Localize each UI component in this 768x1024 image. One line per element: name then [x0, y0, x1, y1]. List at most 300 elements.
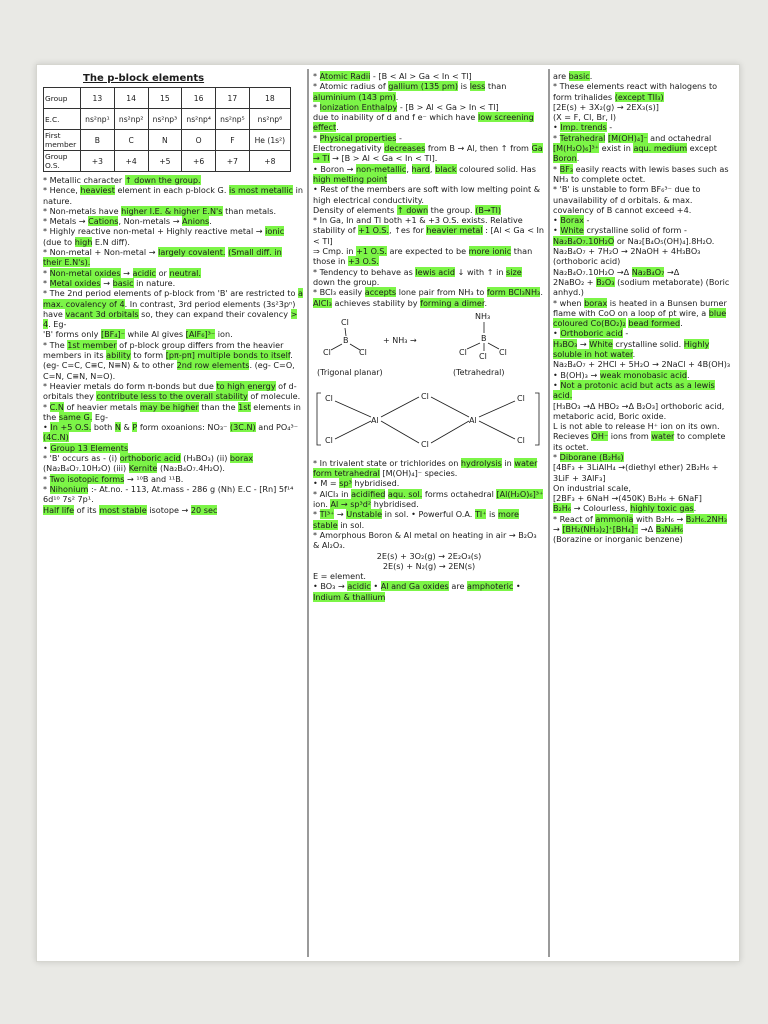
note-text: of its — [74, 504, 100, 515]
highlighted-text: [M(OH)₄]⁻ — [608, 132, 648, 143]
highlighted-text: aluminium (143 pm) — [313, 91, 396, 102]
svg-text:Cl: Cl — [421, 439, 429, 449]
highlighted-text: Two isotopic forms — [49, 473, 125, 484]
table-cell: ns²np² — [114, 109, 148, 130]
note-text: * — [43, 401, 50, 412]
note-text: * Hence, — [43, 185, 81, 196]
note-line — [553, 452, 733, 462]
note-text: 'B' forms only — [43, 329, 101, 340]
highlighted-text: In +5 O.S. — [50, 422, 92, 433]
note-text: crystalline solid. — [612, 338, 684, 349]
note-text: is heated in a Bunsen burner flame with CoO on a loop of pt wire, a — [553, 297, 727, 318]
highlighted-text: ionic — [265, 226, 285, 237]
highlighted-text: Tetrahedral — [559, 132, 606, 143]
note-line — [313, 102, 545, 112]
note-text: . — [395, 91, 399, 102]
highlighted-text: forming a dimer — [420, 297, 485, 308]
note-text: • — [553, 122, 561, 133]
note-text: than the — [198, 401, 239, 412]
note-text: in — [501, 457, 515, 468]
note-text: → — [334, 509, 347, 520]
note-text: • — [553, 379, 561, 390]
note-text: * In trivalent state or trichlorides on — [313, 457, 461, 468]
note-text: ion. — [215, 329, 233, 340]
note-text: → — [577, 338, 590, 349]
note-text: (orthoboric acid) — [553, 256, 621, 267]
note-text: than — [485, 81, 507, 92]
highlighted-text: +3 O.S. — [347, 256, 379, 267]
note-line — [43, 381, 303, 402]
highlighted-text: [BF₄]⁻ — [100, 329, 125, 340]
highlighted-text: gallium (135 pm) — [388, 81, 459, 92]
highlighted-text: +1 O.S. — [358, 225, 389, 236]
note-line — [553, 328, 733, 338]
highlighted-text: [BH₂(NH₃)₂]⁺[BH₄]⁻ — [562, 524, 639, 535]
note-text: of molecule. — [247, 391, 301, 402]
note-text: - — [622, 328, 629, 339]
note-text: * — [553, 451, 560, 462]
note-text: or Na₂[B₄O₅(OH)₄].8H₂O. — [614, 235, 715, 246]
note-text: . — [589, 71, 593, 81]
note-line — [553, 380, 733, 401]
note-line — [553, 524, 733, 534]
note-text: - [B > Al < Ga > In < Tl] — [397, 101, 499, 112]
note-line — [43, 453, 303, 474]
note-line — [553, 277, 733, 298]
note-text: or — [156, 267, 170, 278]
highlighted-text: (4C.N) — [43, 432, 69, 443]
equation-line: 2E(s) + 3O₂(g) → 2E₂O₃(s) — [376, 550, 482, 561]
highlighted-text: Indium & thallium — [313, 591, 386, 602]
highlighted-text: B₂H₆ — [553, 503, 572, 514]
note-text: (X = F, Cl, Br, I) — [553, 112, 617, 123]
table-cell: B — [81, 130, 115, 151]
note-line — [313, 215, 545, 246]
note-line — [553, 534, 733, 544]
note-line — [313, 571, 545, 581]
highlighted-text: black — [435, 163, 457, 174]
note-text: from B → Al, then ↑ from — [425, 143, 532, 154]
note-line — [553, 71, 733, 81]
table-header: Group O.S. — [44, 151, 81, 172]
note-line — [553, 122, 733, 132]
note-text: are — [553, 71, 569, 81]
highlighted-text: B₂H₆.2NH₃ — [685, 513, 728, 524]
note-line — [43, 402, 303, 423]
table-cell: 15 — [148, 88, 182, 109]
table-cell: +7 — [216, 151, 250, 172]
note-text: → — [553, 524, 563, 535]
note-text: achieves stability by — [331, 297, 421, 308]
highlighted-text: Orthoboric acid — [560, 328, 623, 339]
note-text: . — [336, 122, 339, 133]
note-line — [553, 370, 733, 380]
highlighted-text: BF₃ — [559, 163, 574, 174]
note-line — [43, 185, 303, 206]
notes-list — [313, 458, 545, 602]
highlighted-text: Anions — [182, 216, 210, 227]
table-cell: 13 — [81, 88, 115, 109]
column-divider-left — [307, 69, 309, 957]
highlighted-text: aqu. sol. — [387, 488, 423, 499]
atom-label: Cl — [479, 351, 487, 361]
note-text: hybridised. — [371, 499, 419, 510]
highlighted-text: borax — [229, 453, 254, 464]
note-text: ions from — [608, 431, 652, 442]
note-text: in sol. • Powerful O.A. — [382, 509, 475, 520]
note-text: are expected to be — [386, 246, 469, 257]
note-text: . — [540, 287, 543, 298]
note-line — [553, 514, 733, 524]
notes-list — [553, 71, 733, 545]
note-text: than those in — [313, 246, 533, 267]
note-text: elements in the — [43, 401, 301, 422]
note-text: . — [209, 216, 212, 227]
note-text: . Eg- — [48, 319, 67, 330]
table-header: Group — [44, 88, 81, 109]
note-text: On industrial scale, — [553, 482, 631, 493]
table-cell: 14 — [114, 88, 148, 109]
highlighted-text: 2nd row elements — [176, 360, 250, 371]
table-cell: 16 — [182, 88, 216, 109]
note-line — [313, 267, 545, 288]
note-text: , Non-metals → — [118, 216, 183, 227]
note-text: ↓ with ↑ in — [455, 266, 507, 277]
notes-sheet — [36, 64, 740, 962]
note-line — [43, 247, 303, 268]
note-text: while Al gives — [124, 329, 186, 340]
note-text: (sodium metaborate) (Boric anhyd.) — [553, 276, 730, 298]
highlighted-text: orthoboric acid — [119, 453, 181, 464]
highlighted-text: basic — [112, 277, 134, 288]
note-text: → — [120, 267, 133, 278]
note-line — [553, 215, 733, 225]
highlighted-text: > 4 — [43, 308, 298, 330]
note-text: (Borazine or inorganic benzene) — [553, 534, 683, 545]
note-text: [2BF₃ + 6NaH →(450K) B₂H₆ + 6NaF] — [553, 493, 702, 504]
highlighted-text: bead formed — [628, 318, 681, 329]
highlighted-text: Borax — [560, 215, 584, 226]
table-cell: O — [182, 130, 216, 151]
note-text: to complete its octet. — [553, 431, 726, 452]
note-line — [43, 443, 303, 453]
table-cell: ns²np¹ — [81, 109, 115, 130]
note-line — [553, 164, 733, 185]
note-line — [313, 246, 545, 267]
note-text: Eg- — [92, 411, 109, 422]
highlighted-text: Highly soluble in hot water — [553, 338, 710, 360]
highlighted-text: H₃BO₃ — [553, 338, 578, 349]
highlighted-text: highly toxic gas — [630, 503, 694, 514]
note-line — [553, 225, 733, 246]
highlighted-text: 1st — [238, 401, 251, 412]
note-text: and PO₄³⁻ — [255, 422, 299, 433]
note-text: * 'B' occurs as - (i) — [43, 453, 120, 464]
table-cell: +8 — [249, 151, 290, 172]
note-line — [313, 184, 545, 205]
note-text: → Colourless, — [571, 503, 631, 514]
note-line — [313, 71, 545, 81]
highlighted-text: water — [651, 431, 675, 442]
note-text: * Metallic character — [43, 175, 125, 185]
note-text: • M = — [313, 478, 340, 489]
reaction-structure-svg — [313, 311, 543, 383]
table-cell: +4 — [114, 151, 148, 172]
highlighted-text: ↑ down — [396, 204, 429, 215]
highlighted-text: AlCl₃ — [313, 297, 332, 308]
note-line — [553, 401, 733, 422]
note-text: to form — [130, 350, 166, 361]
note-text: - — [396, 132, 402, 143]
highlighted-text: C.N — [49, 401, 64, 412]
atom-label: NH₃ — [475, 311, 491, 321]
note-line — [43, 329, 303, 339]
note-text: * 'B' is unstable to form BF₆³⁻ due to unavailability of d orbitals. & max. covalency of B cannot exceed +4. — [553, 184, 701, 215]
note-line — [313, 458, 545, 479]
note-text: forms octahedral — [422, 488, 497, 499]
highlighted-text: Tl³⁺ — [319, 509, 335, 520]
note-text: * — [313, 509, 320, 520]
highlighted-text: ↑ down the group. — [124, 175, 201, 185]
highlighted-text: blue — [708, 307, 727, 318]
note-line — [553, 339, 733, 360]
note-text: * The 2nd period elements of p-block from 'B' are restricted to — [43, 288, 298, 299]
note-text: hybridised. — [351, 478, 400, 489]
note-text: * BCl₃ easily — [313, 287, 365, 298]
highlighted-text: Al → sp³d² — [330, 499, 372, 510]
highlighted-text: a max. covalency of 4 — [43, 288, 303, 309]
note-line — [553, 256, 733, 266]
atom-label: B — [343, 335, 349, 345]
note-text: • BO₃ → — [313, 581, 348, 592]
note-text: & — [120, 422, 133, 433]
note-line — [313, 489, 545, 510]
note-text: * Amorphous Boron & Al metal on heating in air → B₂O₃ & Al₂O₃. — [313, 529, 537, 551]
note-text: . — [693, 503, 697, 514]
note-text: . — [686, 369, 690, 380]
note-text: in nature. — [133, 277, 176, 288]
column-divider-right — [548, 69, 550, 957]
notes-column-3 — [553, 71, 733, 955]
note-text: : [Al < Ga < In < Tl] — [313, 225, 545, 246]
highlighted-text: heaviest — [80, 185, 115, 196]
highlighted-text: Diborane (B₂H₆) — [559, 451, 624, 462]
table-cell: ns²np⁶ — [249, 109, 290, 130]
note-text: * React of — [553, 513, 596, 524]
note-line — [553, 483, 733, 493]
highlighted-text: Na₂B₄O₇.10H₂O — [553, 235, 615, 246]
note-text: - [B < Al > Ga < In < Tl] — [370, 71, 472, 81]
highlighted-text: Unstable — [346, 509, 383, 520]
highlighted-text: (B→Tl) — [475, 204, 502, 215]
highlighted-text: B₃N₃H₆ — [655, 524, 684, 535]
note-text: :- At.no. - 113, At.mass - 286 g (Nh) E.C - [Rn] 5f¹⁴ 6d¹⁰ 7s² 7p¹. — [43, 483, 294, 505]
note-text: → [B > Al < Ga < In < Tl]. — [329, 153, 438, 164]
note-text: * — [43, 267, 50, 278]
geometry-label: (Tetrahedral) — [453, 367, 505, 377]
svg-text:Cl: Cl — [325, 435, 333, 445]
note-text: so, they can expand their covalency — [138, 308, 291, 319]
svg-text:Cl: Cl — [325, 393, 333, 403]
note-text: element in each p-block G. — [114, 185, 229, 196]
note-text: lone pair from NH₃ to — [396, 287, 487, 298]
note-text: , ↑es for — [389, 225, 427, 236]
table-cell: 18 — [249, 88, 290, 109]
note-text: 2NaBO₂ + — [553, 276, 597, 287]
note-text: • — [513, 581, 521, 592]
note-line — [553, 246, 733, 256]
atom-label: Cl — [359, 347, 367, 357]
highlighted-text: Cations — [88, 216, 119, 227]
highlighted-text: size — [506, 266, 522, 277]
note-text: • — [43, 442, 51, 453]
notes-list — [313, 71, 545, 308]
svg-text:Al: Al — [469, 415, 477, 425]
table-cell: ns²np⁵ — [216, 109, 250, 130]
highlighted-text: (Small diff. in their E.N's). — [43, 247, 282, 268]
note-line — [313, 143, 545, 164]
highlighted-text: same G. — [58, 411, 93, 422]
note-text: form oxoanions: NO₃⁻ — [137, 422, 230, 433]
bcl3-nh3-reaction-diagram — [313, 311, 545, 455]
highlighted-text: Imp. trends — [560, 122, 607, 133]
note-text: . — [632, 349, 636, 360]
note-text: • — [553, 225, 561, 236]
note-text: is — [458, 81, 470, 92]
note-text: Density of elements — [313, 204, 397, 215]
highlighted-text: Ga → Tl — [313, 143, 543, 164]
highlighted-text: high — [74, 236, 93, 247]
notes-column-2 — [313, 71, 545, 955]
atom-label: Cl — [341, 317, 349, 327]
geometry-label: (Trigonal planar) — [317, 367, 383, 377]
note-text: → ¹⁰B and ¹¹B. — [124, 473, 184, 484]
note-text: are — [448, 581, 468, 592]
note-line — [313, 133, 545, 143]
note-line — [553, 493, 733, 503]
note-line — [553, 503, 733, 513]
equation-line: 2E(s) + N₂(g) → 2EN(s) — [382, 560, 476, 571]
note-text: - — [606, 122, 613, 133]
note-text: * These elements react with halogens to form trihalides — [553, 81, 718, 102]
table-cell: +3 — [81, 151, 115, 172]
oxide-nitride-equations — [313, 551, 545, 572]
note-line — [313, 581, 545, 602]
note-text: . — [484, 297, 488, 308]
note-line — [313, 530, 545, 551]
note-text: both — [91, 422, 115, 433]
table-row-ec — [44, 109, 291, 130]
note-text: * Highly reactive non-metal + Highly reactive metal → — [43, 226, 266, 237]
note-line — [43, 422, 303, 443]
note-text: * — [43, 473, 50, 484]
highlighted-text: N — [114, 422, 121, 433]
note-text: isotope → — [146, 504, 191, 515]
highlighted-text: higher I.E. & higher E.N's — [121, 205, 223, 216]
highlighted-text: [AlF₆]³⁻ — [185, 329, 216, 340]
note-line — [553, 267, 733, 277]
note-line — [553, 359, 733, 369]
note-line — [43, 206, 303, 216]
note-line — [553, 102, 733, 112]
highlighted-text: heavier metal — [426, 225, 483, 236]
note-text: with B₂H₆ → — [633, 513, 686, 524]
note-text: →Δ — [638, 524, 656, 535]
table-header: First member — [44, 130, 81, 151]
note-text: * — [43, 483, 50, 494]
note-line — [313, 205, 545, 215]
highlighted-text: sp³ — [339, 478, 352, 489]
note-text: • — [553, 215, 561, 226]
highlighted-text: Metal oxides — [49, 277, 101, 288]
note-text: L is not able to release H⁺ ion on its own. Recieves — [553, 421, 720, 442]
highlighted-text: Kernite — [128, 463, 158, 474]
note-text: Na₂B₄O₇ + 2HCl + 5H₂O → 2NaCl + 4B(OH)₃ — [553, 359, 731, 370]
highlighted-text: Atomic Radii — [319, 71, 371, 81]
note-text: except — [687, 143, 717, 154]
atom-label: B — [481, 333, 487, 343]
highlighted-text: neutral. — [169, 267, 201, 278]
atom-label: Cl — [323, 347, 331, 357]
highlighted-text: hard — [411, 163, 430, 174]
table-header: E.C. — [44, 109, 81, 130]
highlighted-text: [pπ-pπ] multiple bonds to itself — [165, 350, 291, 361]
note-text: → — [100, 277, 113, 288]
highlighted-text: Half life — [43, 504, 75, 515]
table-cell: ns²np⁴ — [182, 109, 216, 130]
note-line — [553, 133, 733, 164]
highlighted-text: +1 O.S. — [356, 246, 387, 257]
note-line — [43, 278, 303, 288]
highlighted-text: ammonia — [595, 513, 634, 524]
table-cell: C — [114, 130, 148, 151]
note-text: ⇒ Cmp. in — [313, 246, 357, 257]
note-text: • — [553, 328, 561, 339]
note-text: * The — [43, 339, 68, 350]
highlighted-text: acidic — [132, 267, 157, 278]
note-text: the group. — [428, 204, 476, 215]
note-text: . — [680, 318, 683, 329]
note-text: * Non-metals have — [43, 205, 122, 216]
highlighted-text: contribute less to the overall stability — [96, 391, 248, 402]
table-cell: N — [148, 130, 182, 151]
svg-text:Cl: Cl — [517, 393, 525, 403]
notes-column-1 — [43, 71, 303, 955]
highlighted-text: White — [560, 225, 584, 236]
note-text: * In Ga, In and Tl both +1 & +3 O.S. exists. Relative stability of — [313, 215, 523, 236]
al2cl6-dimer-structure — [313, 387, 543, 451]
note-text: ion. — [313, 499, 331, 510]
highlighted-text: vacant 3d orbitals — [65, 308, 139, 319]
table-row-group — [44, 88, 291, 109]
note-text: [4BF₃ + 3LiAlH₄ →(diethyl ether) 2B₂H₆ + 3LiF + 3AlF₃] — [553, 462, 719, 483]
periodic-group-table — [43, 87, 291, 172]
highlighted-text: high melting point — [313, 173, 388, 184]
highlighted-text: Tl⁺ — [474, 509, 487, 520]
note-text: due to inability of d and f e⁻ which have — [313, 112, 478, 123]
note-text: * — [313, 132, 320, 143]
note-text: in sol. — [337, 519, 365, 530]
highlighted-text: largely covalent. — [158, 247, 226, 258]
highlighted-text: acidic — [347, 581, 371, 592]
note-line — [313, 287, 545, 308]
note-line — [43, 216, 303, 226]
note-text: [H₃BO₃ →Δ HBO₂ →Δ B₂O₃] orthoboric acid, metaboric acid, Boric oxide. — [553, 400, 725, 421]
note-text: - — [583, 215, 590, 226]
note-text: than metals. — [222, 205, 277, 216]
note-text: of heavier metals — [63, 401, 140, 412]
highlighted-text: Boron — [553, 153, 577, 164]
